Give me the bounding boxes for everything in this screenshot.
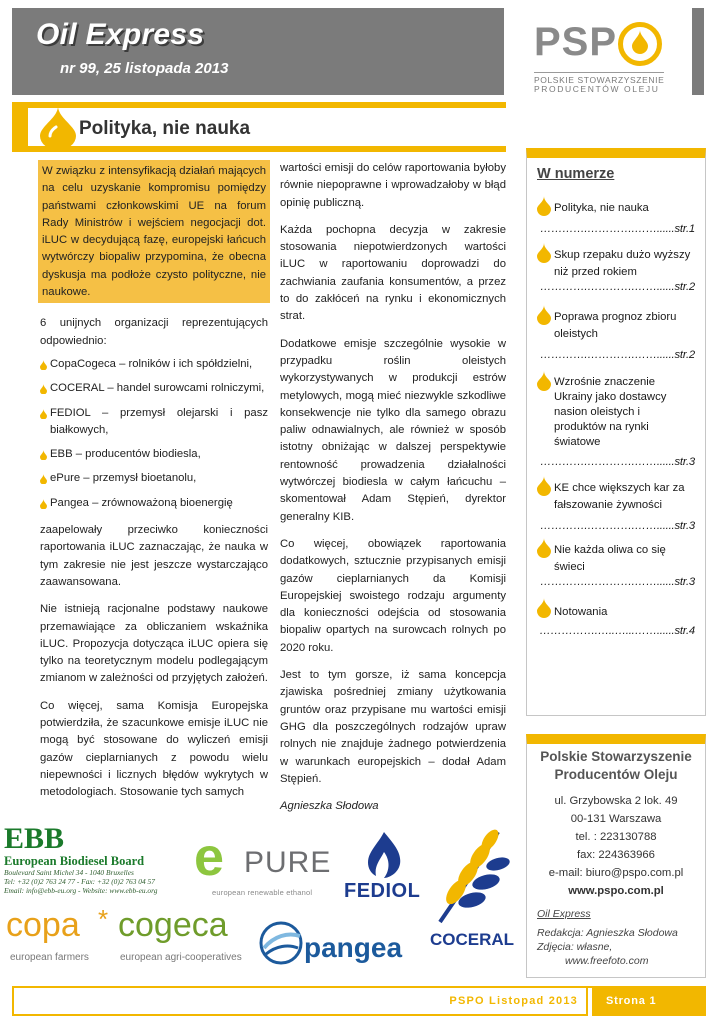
contact-tel: tel. : 223130788 [575,831,657,843]
article-paragraph: Każda pochopna decyzja w zakresie stosowania niepotwierdzonych wartości iLUC w raportowaniu doprowadzi do zachwiania zaufania konsumentów, a przez to do zakłóceń na rynku i ekonomicznych strat. [280,223,506,323]
toc-item-page: ………….………….……......str.3 [539,576,695,588]
wheat-icon [428,826,512,930]
list-item [40,356,268,373]
toc-item-label: Nie każda oliwa co się świeci [554,544,666,573]
org-item: COCERAL – handel surowcami rolniczymi, [50,382,265,395]
publication-name: Oil Express [537,908,591,920]
oil-drop-icon [40,384,47,394]
cogeca-logo-tagline: european agri-cooperatives [120,952,242,963]
ebb-logo-address: Boulevard Saint Michel 34 - 1040 Bruxelles [4,868,134,877]
footer-right [592,988,706,1016]
oil-drop-icon [537,476,551,496]
article-paragraph: Co więcej, obowiązek raportowania dodatkowych, sztucznie przypisanych emisji gazów cieplarnianych da Komisji Europejskiej swoistego rodzaju argumenty dla konieczności odejścia od stosowania biopaliw opartych na surowcach rolnych po 2020 roku. [280,537,506,654]
oil-drop-icon [40,360,47,370]
article-column-2 [280,160,506,825]
editor-credit: Redakcja: Agnieszka Słodowa [537,927,678,939]
article-column-1 [40,160,268,812]
pspo-logo-word: PSP [534,20,618,64]
contact-street: ul. Grzybowska 2 lok. 49 [554,795,678,807]
oil-drop-icon [40,106,76,150]
ebb-logo [4,824,178,894]
article-paragraph: Nie istnieją racjonalne podstawy naukowe przemawiające za obliczaniem wskaźnika iLUC. Propozycja dotycząca iLUC opiera się tylko na teoretycznym modelu podlegającym zmianom w zależności od przyjętych założeń. [40,603,268,685]
ebb-logo-phone: Tel: +32 (0)2 763 24 77 - Fax: +32 (0)2 763 04 57 [4,877,155,886]
toc-item-row [537,243,695,281]
toc-item-row [537,598,695,621]
article-paragraph: Co więcej, sama Komisja Europejska potwierdziła, że szacunkowe emisje iLUC nie mogą być stosowane do wyliczeń emisji gazów cieplarnianych z powodu wielu niepewności i licznych błędów wykrytych w metodologiach. Stosowanie tych samych [40,699,268,799]
article-intro: 6 unijnych organizacji reprezentujących odpowiednio: [40,317,268,347]
contact-fax: fax: 224363966 [577,849,655,861]
oil-drop-icon [537,243,551,263]
masthead [12,8,504,95]
epure-logo [190,824,332,906]
toc-item-label: Notowania [554,606,608,618]
pangea-logo-name: pangea [304,932,403,963]
header-accent-strip [692,8,704,95]
list-item [40,405,268,440]
toc-item-row [537,305,695,343]
toc-item-label: Skup rzepaku dużo wyższy niż przed rokiem [554,249,691,278]
pspo-logo-line1: POLSKIE STOWARZYSZENIE [534,72,664,85]
toc-entry[interactable] [537,305,695,361]
copa-logo-word: copa [6,906,80,944]
list-item [40,470,268,487]
oil-drop-icon [40,499,47,509]
org-item: CopaCogeca – rolników i ich spółdzielni, [50,357,253,370]
pspo-logo-line2: PRODUCENTÓW OLEJU [534,84,660,94]
page-number: Strona 1 [606,995,657,1007]
footer-left [12,988,588,1016]
toc-box [526,148,706,716]
oil-drop-icon [537,538,551,558]
ebb-logo-name: European Biodiesel Board [4,854,145,868]
toc-title: W numerze [537,166,615,182]
coceral-logo-name: COCERAL [430,930,515,949]
contact-city: 00-131 Warszawa [570,813,662,825]
contact-org: Polskie Stowarzyszenie Producentów Oleju [540,749,692,782]
toc-item-label: Polityka, nie nauka [554,202,649,214]
contact-email[interactable]: e-mail: biuro@pspo.com.pl [548,867,684,879]
toc-item-label: Wzrośnie znaczenie Ukrainy jako dostawcy nasion oleistych i produktów na rynki światowe [554,376,667,448]
epure-logo-tagline: european renewable ethanol [212,888,313,897]
pangea-logo [258,914,418,978]
toc-entry[interactable] [537,476,695,532]
copa-cogeca-logo [6,906,250,970]
copa-logo-star: * [98,904,109,934]
toc-entry[interactable] [537,243,695,293]
list-item [40,446,268,463]
copa-logo-tagline: european farmers [10,952,89,963]
contact-box [526,734,706,978]
ebb-logo-abbr: EBB [4,822,65,855]
toc-item-row [537,538,695,576]
section-title: Polityka, nie nauka [79,118,251,139]
article-lead: W związku z intensyfikacją działań mających na celu uzyskanie kompromisu pomiędzy państwami członkowskimi UE na forum Rady Ministrów i wejściem negocjacji dot. iLUC w decydującą fazę, europejski łańcuch wytwórczy biopaliw przypomina, że obecna dyskusja ma podłoże czysto polityczne, nie naukowe. [38,160,270,303]
issue-number: nr 99, 25 listopada 2013 [60,60,229,77]
toc-item-page: ………….………….……......str.2 [539,281,695,293]
toc-entry[interactable] [537,196,695,235]
fediol-logo [340,830,426,908]
toc-entry[interactable] [537,371,695,468]
toc-item-page: ………….………….……......str.2 [539,349,695,361]
oil-drop-icon [632,30,648,54]
oil-drop-icon [537,305,551,325]
org-item: EBB – producentów biodiesla, [50,448,201,461]
toc-item-label: Poprawa prognoz zbioru oleistych [554,311,677,340]
toc-entry[interactable] [537,538,695,588]
newsletter-title: Oil Express [36,18,205,51]
toc-item-row [537,476,695,514]
toc-item-row [537,196,695,217]
pspo-logo [532,14,664,94]
fediol-logo-name: FEDIOL [344,880,421,902]
footer-publication: PSPO Listopad 2013 [449,995,578,1007]
org-item: ePure – przemysł bioetanolu, [50,472,197,485]
oil-drop-icon [40,450,47,460]
article-paragraph: zaapelowały przeciwko konieczności raportowania iLUC zaznaczając, że nauka w tym zakresie nie jest jeszcze wystarczająco zaawansowana. [40,524,268,588]
toc-item-page: ………….………….……......str.3 [539,520,695,532]
toc-entry[interactable] [537,598,695,637]
coceral-logo [428,826,514,952]
oil-drop-icon [537,196,551,216]
epure-logo-e: e [194,827,225,887]
toc-item-label: KE chce większych kar za fałszowanie żywności [554,482,685,511]
list-item [40,380,268,397]
oil-drop-icon [40,409,47,419]
oil-drop-icon [537,598,551,618]
org-item: FEDIOL – przemysł olejarski i pasz białkowych, [50,406,268,436]
oil-drop-icon [40,474,47,484]
fediol-emblem-icon [344,830,424,880]
ebb-logo-email: Email: info@ebb-eu.org - Website: www.ebb-eu.org [4,886,158,895]
article-paragraph: Jest to tym gorsze, iż sama koncepcja zjawiska pośredniej zmiany użytkowania gruntów oraz przypisane mu wartości emisji GHG dla poszczególnych rodzajów upraw rolnych nie znajduje żadnego potwierdzenia w warunkach europejskich – dodał Adam Stępień. [280,669,506,785]
photo-credit: Zdjęcia: własne, [537,941,613,953]
pangea-globe-icon [258,920,304,966]
toc-item-row [537,371,695,450]
org-item: Pangea – zrównoważoną bioenergię [50,496,233,509]
toc-item-page: ………….………….……......str.3 [539,456,695,468]
contact-website-link[interactable]: www.pspo.com.pl [568,885,664,897]
list-item [40,495,268,512]
page-footer [12,986,706,1016]
epure-logo-word: PURE [244,846,332,879]
article-paragraph: wartości emisji do celów raportowania byłoby równie niepoprawne i wprowadzałoby w błąd opinię publiczną. [280,162,506,209]
photo-credit-source: www.freefoto.com [565,955,649,967]
toc-item-page: ………….………….……......str.1 [539,223,695,235]
toc-item-page: …………….…..…...……......str.4 [539,625,695,637]
oil-drop-icon [537,371,551,391]
article-paragraph: Dodatkowe emisje szczególnie wysokie w przypadku roślin oleistych wykorzystywanych w produkcji estrów metylowych, mogą mieć niezwykle szkodliwe konsekwencje nie tylko dla samego obrazu paliw odnawialnych, ale również w sposób istotny obniżając w dalszej perspektywie rentowność prowadzenia działalności wytwórczej biodiesla w całym łańcuchu – skomentował Adam Stępień, dyrektor generalny KIB. [280,337,506,523]
cogeca-logo-word: cogeca [118,906,228,944]
article-author: Agnieszka Słodowa [280,800,379,813]
